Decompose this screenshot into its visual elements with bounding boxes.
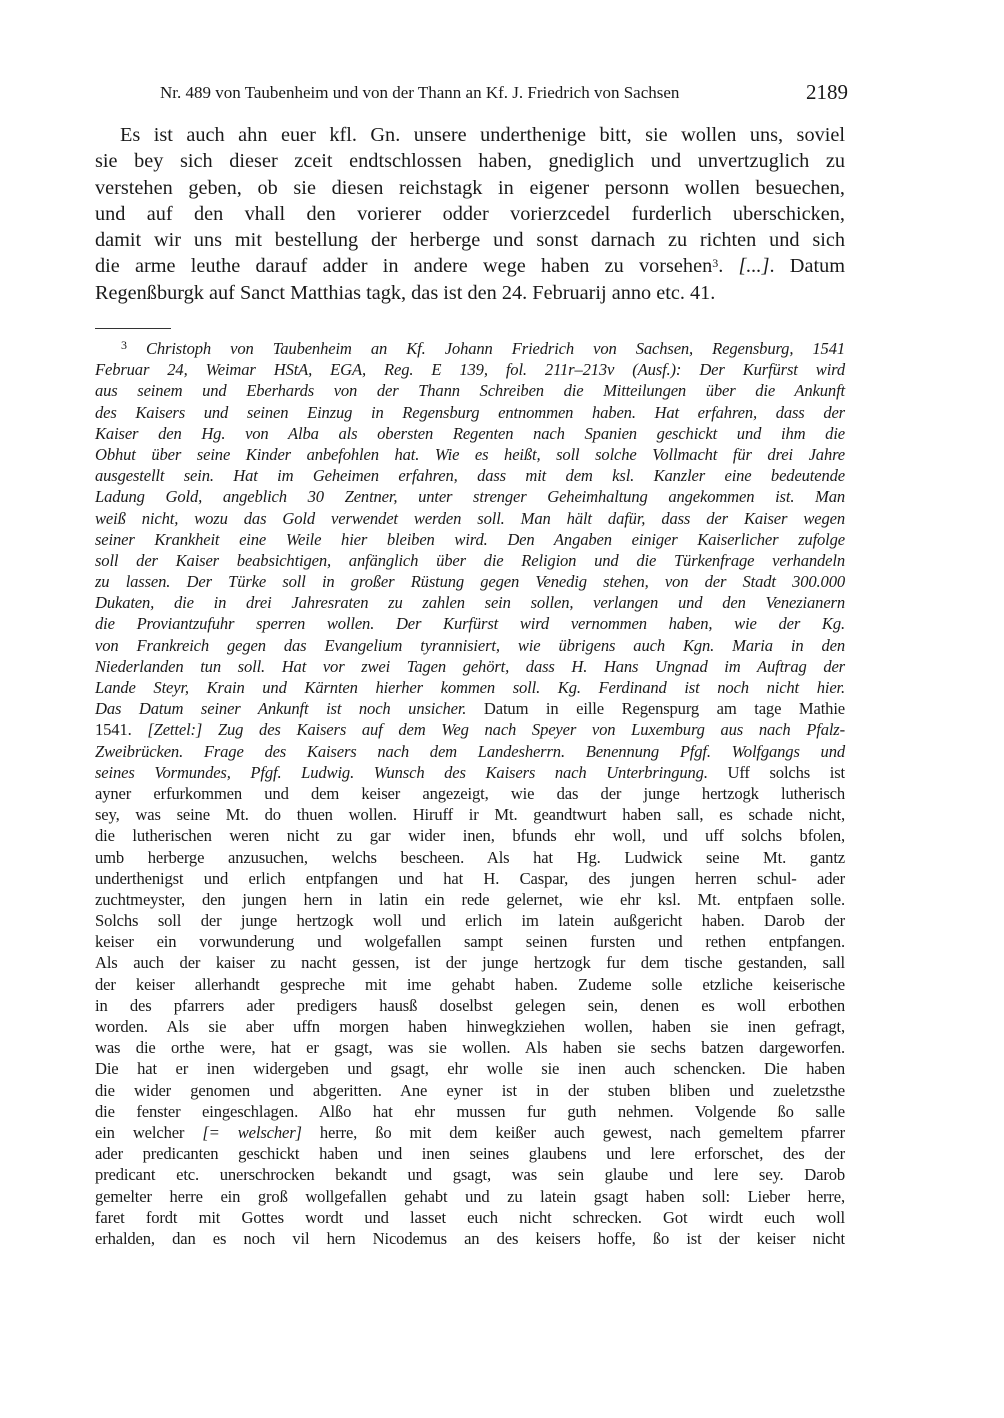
text-segment: ayner erfurkommen und dem keiser angezeigt, wie das der junge hertzogk lutherisch — [95, 783, 845, 803]
footnote-marker: 3 — [712, 256, 719, 271]
footnote-separator — [95, 328, 171, 329]
footnote-line — [95, 529, 845, 550]
main-text — [95, 122, 845, 306]
footnote-line — [95, 762, 845, 783]
italic-text: Kaiser den Hg. von Alba als obersten Regenten nach Spanien geschickt und ihm die — [95, 423, 845, 443]
text-segment: die wider genomen und abgeritten. Ane eyner ist in der stuben bliben und zueletzsthe — [95, 1080, 845, 1100]
footnote-line — [95, 359, 845, 380]
text-segment: die lutherischen weren nicht zu gar wider inen, bfunds ehr woll, und uff solchs bfolen, — [95, 826, 845, 846]
italic-text: [= welscher] — [202, 1122, 302, 1142]
footnote-line — [95, 698, 845, 719]
text-segment: underthenigst und erlich entpfangen und hat H. Caspar, des jungen herren schul- ader — [95, 868, 845, 888]
text-segment: die arme leuthe darauf adder in andere wege haben zu vorsehen — [95, 255, 713, 278]
footnote-line — [95, 1037, 845, 1058]
footnote-line — [95, 402, 845, 423]
text-segment: die fenster eingeschlagen. Alßo hat ehr mussen fur guth nehmen. Volgende ßo salle — [95, 1101, 845, 1121]
text-segment: . Datum — [769, 255, 845, 278]
text-segment: Uff solchs ist — [707, 762, 845, 782]
italic-text: ausgestellt sein. Hat im Geheimen erfahren, dass mit dem ksl. Kanzler eine bedeutende — [95, 466, 845, 486]
running-title: Nr. 489 von Taubenheim und von der Thann an Kf. J. Friedrich von Sachsen — [160, 83, 680, 102]
italic-text: Lande Steyr, Krain und Kärnten hierher kommen soll. Kg. Ferdinand ist noch nicht hier. — [95, 678, 845, 697]
footnote-line — [95, 444, 845, 465]
text-segment: gemelter herre ein groß wollgefallen gehabt und zu latein gsagt haben soll: Lieber herre, — [95, 1186, 845, 1206]
italic-text: Das Datum seiner Ankunft ist noch unsicher. — [95, 699, 467, 719]
footnote-line — [95, 804, 845, 825]
body-line — [95, 201, 845, 227]
footnote-line — [95, 592, 845, 613]
italic-text: [...] — [738, 255, 770, 278]
footnote-line — [95, 1016, 845, 1037]
footnote-line — [95, 338, 845, 359]
italic-text: seines Vormundes, Pfgf. Ludwig. Wunsch des Kaisers nach Unterbringung. — [95, 762, 708, 782]
footnote-line — [95, 423, 845, 444]
footnote-line — [95, 465, 845, 486]
footnote-line — [95, 1122, 845, 1143]
footnote-line — [95, 380, 845, 401]
footnote-line — [95, 783, 845, 804]
footnote-line — [95, 931, 845, 952]
footnote-line — [95, 952, 845, 973]
text-segment: ein welcher — [95, 1122, 203, 1142]
body-line — [95, 280, 845, 306]
text-segment: herre, ßo mit dem keißer auch gewest, nach gemeltem pfarrer — [301, 1122, 845, 1142]
footnote-line — [95, 677, 845, 698]
text-segment: in des pfarrers ader predigers hausß doselbst gelegen sein, denen es woll erbothen — [95, 995, 845, 1015]
italic-text: soll der Kaiser beabsichtigen, anfänglich über die Religion und die Türkenfrage verhandeln — [95, 550, 845, 570]
body-line — [95, 227, 845, 253]
footnote-line — [95, 550, 845, 571]
footnote-line — [95, 508, 845, 529]
text-segment: ader predicanten geschickt haben und inen seines glaubens und lere erforschet, des der — [95, 1144, 845, 1164]
italic-text: Niederlanden tun soll. Hat vor zwei Tagen gehört, dass H. Hans Ungnad im Auftrag der — [95, 656, 845, 676]
footnote-line — [95, 974, 845, 995]
text-segment: Als auch der kaiser zu nacht gessen, ist der junge hertzogk fur dem tische gestanden, sall — [95, 953, 845, 973]
italic-text: die Proviantzufuhr sperren wollen. Der Kurfürst wird vernommen haben, wie der Kg. — [95, 614, 845, 634]
body-line — [95, 253, 845, 279]
footnote-line — [95, 486, 845, 507]
italic-text: von Frankreich gegen das Evangelium tyrannisiert, wie übrigens auch Kgn. Maria in den — [95, 635, 845, 655]
text-segment: der keiser allerhandt gespreche mit ime gehabt haben. Zudeme solle etzliche keiserische — [95, 974, 845, 994]
footnote-line — [95, 1228, 845, 1249]
italic-text: zu lassen. Der Türke soll in großer Rüstung gegen Venedig stehen, von der Stadt 300.000 — [95, 572, 845, 592]
text-segment: umb herberge anzusuchen, welchs bescheen. Als hat Hg. Ludwick seine Mt. gantz — [95, 847, 845, 867]
footnote-line — [95, 889, 845, 910]
footnote-3 — [95, 338, 845, 1249]
running-header — [160, 80, 848, 106]
italic-text: des Kaisers und seinen Einzug in Regensburg entnommen haben. Hat erfahren, dass der — [95, 402, 845, 422]
text-segment: was die orthe were, hat er gsagt, was sie wollen. Als haben sie sechs batzen dargeworfen. — [95, 1038, 845, 1058]
text-segment: und auf den vhall den vorierer odder vorierzcedel furderlich uberschicken, — [95, 202, 845, 225]
text-segment: sie bey sich dieser zceit endtschlossen haben, gnediglich und unvertzuglich zu — [95, 150, 845, 173]
text-segment: predicant etc. unerschrocken bekandt und gsagt, was sein glaube und lere sey. Darob — [95, 1165, 845, 1185]
footnote-line — [95, 1143, 845, 1164]
footnote-line — [95, 1186, 845, 1207]
footnote-line — [95, 635, 845, 656]
footnote-line — [95, 741, 845, 762]
footnote-line — [95, 1207, 845, 1228]
text-segment: erhalden, dan es noch vil hern Nicodemus an des keisers hoffe, ßo ist der keiser nicht — [95, 1228, 845, 1248]
italic-text: Obhut über seine Kinder anbefohlen hat. Wie es heißt, soll solche Vollmacht für drei Jahre — [95, 444, 845, 464]
text-segment: 1541. — [95, 720, 148, 740]
italic-text: Christoph von Taubenheim an Kf. Johann Friedrich von Sachsen, Regensburg, 1541 — [145, 339, 846, 358]
body-line — [95, 122, 845, 148]
footnote-line — [95, 847, 845, 868]
text-segment: . — [718, 255, 739, 278]
footnote-line — [95, 1101, 845, 1122]
italic-text: Dukaten, die in drei Jahresraten zu zahlen sein sollen, verlangen und den Venezianern — [95, 593, 845, 613]
italic-text: Ladung Gold, angeblich 30 Zentner, unter strenger Geheimhaltung angekommen ist. Man — [95, 487, 845, 507]
text-segment: sey, was seine Mt. do thuen wollen. Hiruff ir Mt. geandtwurt haben sall, es schade nicht, — [95, 805, 845, 825]
text-segment: verstehen geben, ob sie diesen reichstagk in eigener personn wollen besuechen, — [95, 176, 845, 199]
footnote-line — [95, 1080, 845, 1101]
body-line — [95, 175, 845, 201]
text-segment: keiser ein vorwunderung und wolgefallen sampt seinen fursten und rethen entpfangen. — [95, 932, 845, 952]
text-segment: Die hat er inen widergeben und gsagt, ehr wolle sie inen auch schencken. Die haben — [95, 1059, 845, 1079]
italic-text: Februar 24, Weimar HStA, EGA, Reg. E 139, fol. 211r–213v (Ausf.): Der Kurfürst wird — [95, 360, 845, 380]
text-segment: faret fordt mit Gottes wordt und lasset euch nicht schrecken. Got wirdt euch woll — [95, 1207, 845, 1227]
text-segment: damit wir uns mit bestellung der herberge und sonst darnach zu richten und sich — [95, 229, 845, 252]
footnote-line — [95, 613, 845, 634]
footnote-line — [95, 1058, 845, 1079]
text-segment: Es ist auch ahn euer kfl. Gn. unsere underthenige bitt, sie wollen uns, soviel — [120, 124, 845, 146]
footnote-line — [95, 995, 845, 1016]
footnote-line — [95, 1164, 845, 1185]
footnote-line — [95, 825, 845, 846]
italic-text: Zweibrücken. Frage des Kaisers nach dem Landesherrn. Benennung Pfgf. Wolfgangs und — [95, 741, 845, 761]
footnote-line — [95, 868, 845, 889]
page-number: 2189 — [806, 80, 848, 104]
body-line — [95, 148, 845, 174]
italic-text: [Zettel:] Zug des Kaisers auf dem Weg nach Speyer von Luxemburg aus nach Pfalz- — [147, 720, 845, 740]
footnote-marker: 3 — [121, 338, 127, 352]
text-segment: Solchs soll der junge hertzogk woll und erlich im latein außgericht haben. Darob der — [95, 911, 845, 931]
italic-text: seiner Krankheit eine Weile hier bleiben wird. Den Angaben einiger Kaiserlicher zufolge — [95, 529, 845, 549]
footnote-line — [95, 719, 845, 740]
text-segment: zuchtmeyster, den jungen hern in latin ein rede gelernet, wie ehr ksl. Mt. entpfaen solle. — [95, 889, 845, 909]
footnote-line — [95, 656, 845, 677]
footnote-line — [95, 571, 845, 592]
text-segment — [127, 339, 146, 358]
footnote-line — [95, 910, 845, 931]
text-segment: Regenßburgk auf Sanct Matthias tagk, das ist den 24. Februarij anno etc. 41. — [95, 281, 716, 304]
italic-text: aus seinem und Eberhards von der Thann Schreiben die Mitteilungen über die Ankunft — [95, 381, 845, 401]
text-segment: worden. Als sie aber uffn morgen haben hinwegkziehen wollen, haben sie inen gefragt, — [95, 1017, 845, 1036]
text-segment: Datum in eille Regenspurg am tage Mathie — [466, 699, 845, 719]
italic-text: weiß nicht, wozu das Gold verwendet werden soll. Man hält dafür, dass der Kaiser wegen — [95, 508, 845, 528]
